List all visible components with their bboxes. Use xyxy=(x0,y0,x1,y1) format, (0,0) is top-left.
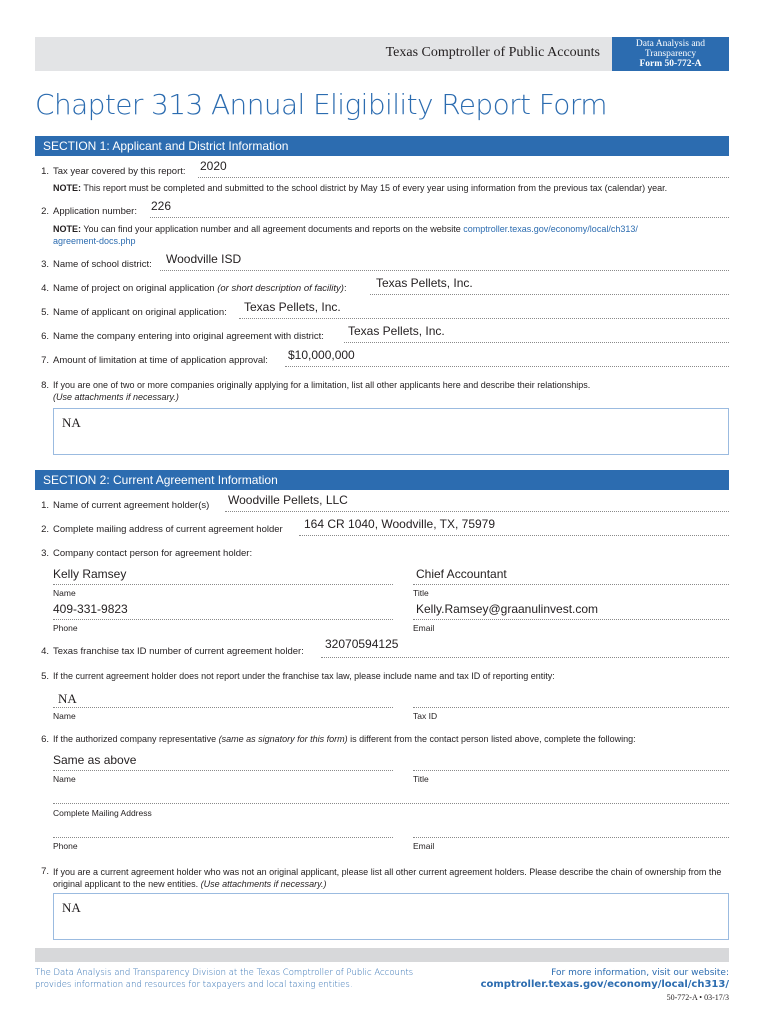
s2-q4-number: 4. xyxy=(41,646,49,657)
s1-q4-label-text: Name of project on original application xyxy=(53,283,218,294)
s2-q6-label-a: If the authorized company representative xyxy=(53,734,219,744)
other-applicants-box[interactable] xyxy=(53,408,729,455)
reporting-entity-name-field[interactable]: NA xyxy=(58,691,77,706)
reporting-entity-taxid-label: Tax ID xyxy=(413,711,438,721)
contact-name-field[interactable]: Kelly Ramsey xyxy=(53,567,127,581)
s2-q7-number: 7. xyxy=(41,866,49,877)
ownership-chain-value: NA xyxy=(62,900,81,915)
footer-right-line-1: For more information, visit our website: xyxy=(551,968,729,978)
page-title: Chapter 313 Annual Eligibility Report Form xyxy=(35,88,607,121)
s1-q6-number: 6. xyxy=(41,331,49,342)
reporting-entity-taxid-line[interactable] xyxy=(413,707,729,708)
tax-year-field[interactable]: 2020 xyxy=(200,159,227,173)
contact-email-line xyxy=(413,619,729,620)
s1-q5-number: 5. xyxy=(41,307,49,318)
s1-note-2-text: You can find your application number and all agreement documents and reports on the website xyxy=(81,224,464,234)
rep-title-label: Title xyxy=(413,774,429,784)
form-number: Form 50-772-A xyxy=(639,59,702,69)
s1-q3-line xyxy=(160,270,729,271)
contact-phone-label: Phone xyxy=(53,623,78,633)
s1-q6-label: Name the company entering into original agreement with district: xyxy=(53,331,324,342)
other-applicants-value: NA xyxy=(62,415,81,430)
tag-line-1: Data Analysis and xyxy=(635,39,706,49)
s1-q2-line xyxy=(150,217,729,218)
contact-name-line xyxy=(53,584,393,585)
s2-q2-label: Complete mailing address of current agreement holder xyxy=(53,524,283,535)
footer-left-line-1: The Data Analysis and Transparency Division at the Texas Comptroller of Public Accounts xyxy=(35,968,414,978)
footer-description xyxy=(35,967,415,991)
s2-q3-number: 3. xyxy=(41,548,49,559)
s1-q1-label: Tax year covered by this report: xyxy=(53,166,186,177)
s2-q7-label-italic: (Use attachments if necessary.) xyxy=(200,879,327,889)
s2-q3-label: Company contact person for agreement holder: xyxy=(53,548,253,559)
section-2-heading: SECTION 2: Current Agreement Information xyxy=(35,470,729,490)
rep-name-label: Name xyxy=(53,774,76,784)
s1-q4-label xyxy=(53,283,347,294)
reporting-entity-name-line xyxy=(53,707,393,708)
agency-name: Texas Comptroller of Public Accounts xyxy=(385,45,600,60)
contact-phone-line xyxy=(53,619,393,620)
ownership-chain-box[interactable] xyxy=(53,893,729,940)
s2-q7-label-text: If you are a current agreement holder who was not an original applicant, please list all other current agreement holders. Please describe the chain of ownership from the original applicant to the new entities. xyxy=(53,867,722,889)
s1-q8-label-italic: (Use attachments if necessary.) xyxy=(53,392,179,402)
s2-q5-number: 5. xyxy=(41,671,49,682)
rep-email-label: Email xyxy=(413,841,435,851)
contact-name-label: Name xyxy=(53,588,76,598)
reporting-entity-name-label: Name xyxy=(53,711,76,721)
s1-note-1 xyxy=(53,182,733,194)
s1-q2-label: Application number: xyxy=(53,206,137,217)
current-holder-field[interactable]: Woodville Pellets, LLC xyxy=(228,493,348,507)
contact-title-line xyxy=(413,584,729,585)
contact-title-label: Title xyxy=(413,588,429,598)
s2-q6-label-italic: (same as signatory for this form) xyxy=(218,734,348,744)
project-name-field[interactable]: Texas Pellets, Inc. xyxy=(376,276,473,290)
s2-q1-number: 1. xyxy=(41,500,49,511)
s1-note-2 xyxy=(53,223,733,247)
s2-q4-line xyxy=(321,657,729,658)
s1-q7-number: 7. xyxy=(41,355,49,366)
contact-phone-field[interactable]: 409-331-9823 xyxy=(53,602,128,616)
rep-phone-line[interactable] xyxy=(53,837,393,838)
s1-q8-label: If you are one of two or more companies originally applying for a limitation, list all other applicants here and describe their relationships. xyxy=(53,380,591,390)
s1-q4-label-italic: (or short description of facility) xyxy=(217,283,344,294)
holder-address-field[interactable]: 164 CR 1040, Woodville, TX, 75979 xyxy=(304,517,496,531)
original-agreement-company-field[interactable]: Texas Pellets, Inc. xyxy=(348,324,445,338)
s1-q1-number: 1. xyxy=(41,166,49,177)
footer-band xyxy=(35,948,729,962)
s1-q3-label: Name of school district: xyxy=(53,259,152,270)
s1-q5-line xyxy=(239,318,729,319)
contact-title-field[interactable]: Chief Accountant xyxy=(416,567,507,581)
s2-q4-label: Texas franchise tax ID number of current agreement holder: xyxy=(53,646,304,657)
s2-q6-label-b: is different from the contact person listed above, complete the following: xyxy=(347,734,636,744)
form-tag xyxy=(612,37,729,71)
footer-website-link[interactable]: comptroller.texas.gov/economy/local/ch313/ xyxy=(480,979,729,990)
footer-website xyxy=(481,967,729,991)
s1-q7-line xyxy=(285,366,729,367)
s1-q7-label: Amount of limitation at time of application approval: xyxy=(53,355,268,366)
s1-note-1-bold: NOTE: xyxy=(53,183,81,193)
s2-q7-label xyxy=(53,866,723,890)
contact-email-field[interactable]: Kelly.Ramsey@graanulinvest.com xyxy=(416,602,599,616)
contact-email-label: Email xyxy=(413,623,435,633)
s1-q2-number: 2. xyxy=(41,206,49,217)
franchise-tax-id-field[interactable]: 32070594125 xyxy=(325,637,399,651)
s1-q4-line xyxy=(370,294,729,295)
s1-note-2-bold: NOTE: xyxy=(53,224,81,234)
s1-q6-line xyxy=(344,342,729,343)
rep-phone-label: Phone xyxy=(53,841,78,851)
s1-q4-number: 4. xyxy=(41,283,49,294)
original-applicant-field[interactable]: Texas Pellets, Inc. xyxy=(244,300,341,314)
s2-q6-label xyxy=(53,734,636,744)
form-code: 50-772-A • 03-17/3 xyxy=(666,993,729,1002)
s2-q6-number: 6. xyxy=(41,734,49,745)
s2-q2-number: 2. xyxy=(41,524,49,535)
s2-q2-line xyxy=(299,535,729,536)
s1-q4-label-end: : xyxy=(343,283,347,294)
footer-left-line-2: provides information and resources for taxpayers and local taxing entities. xyxy=(35,980,353,990)
school-district-field[interactable]: Woodville ISD xyxy=(166,252,242,266)
s2-q5-label: If the current agreement holder does not report under the franchise tax law, please include name and tax ID of reporting entity: xyxy=(53,671,555,681)
s1-q3-number: 3. xyxy=(41,259,49,270)
s1-q8-number: 8. xyxy=(41,380,49,391)
s1-q1-line xyxy=(198,177,729,178)
limitation-amount-field[interactable]: $10,000,000 xyxy=(288,348,355,362)
section-1-heading: SECTION 1: Applicant and District Information xyxy=(35,136,729,156)
rep-name-line xyxy=(53,770,393,771)
tag-line-2: Transparency xyxy=(644,49,697,59)
rep-email-line[interactable] xyxy=(413,837,729,838)
s1-note-1-text: This report must be completed and submitted to the school district by May 15 of every year using information from the previous tax (calendar) year. xyxy=(81,183,668,193)
application-number-field[interactable]: 226 xyxy=(151,199,172,213)
ch313-link-part-1[interactable]: comptroller.texas.gov/economy/local/ch313/ xyxy=(463,224,638,234)
rep-address-label: Complete Mailing Address xyxy=(53,808,152,818)
rep-address-line[interactable] xyxy=(53,803,729,804)
rep-name-field[interactable]: Same as above xyxy=(53,753,137,767)
header-band xyxy=(35,37,612,71)
s2-q1-line xyxy=(225,511,729,512)
rep-title-line[interactable] xyxy=(413,770,729,771)
s2-q1-label: Name of current agreement holder(s) xyxy=(53,500,210,511)
s1-q5-label: Name of applicant on original application: xyxy=(53,307,227,318)
ch313-link-part-2[interactable]: agreement-docs.php xyxy=(53,236,136,246)
